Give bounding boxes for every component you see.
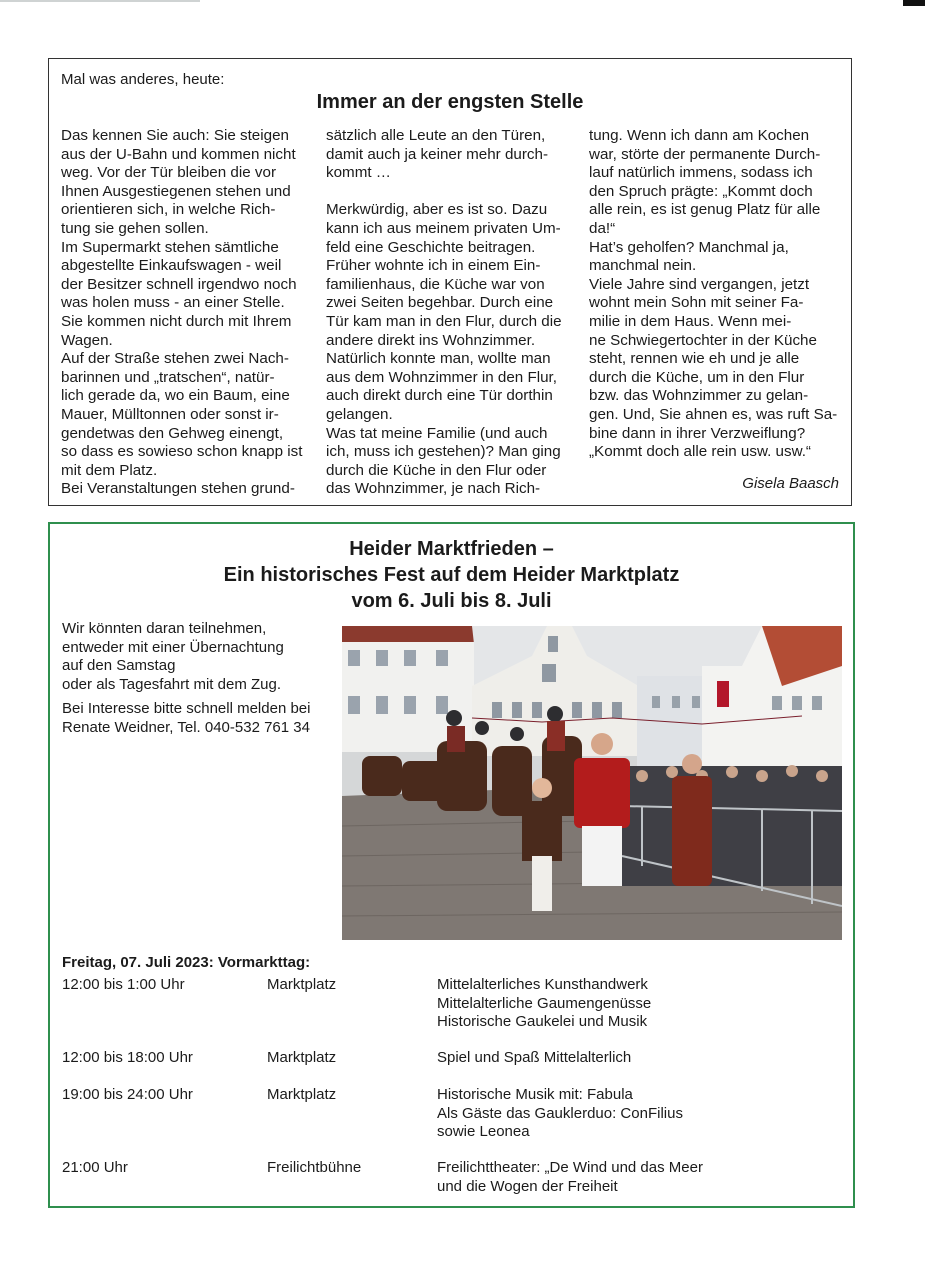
schedule-row — [62, 1086, 842, 1142]
event-title-line-1: Heider Marktfrieden – — [349, 538, 554, 560]
schedule-description: Spiel und Spaß Mittelalterlich — [437, 1049, 632, 1066]
schedule-place: Marktplatz — [267, 1049, 337, 1066]
schedule-time: 21:00 Uhr — [62, 1159, 128, 1176]
schedule-description: Freilichttheater: „De Wind und das Meer und die Wogen der Freiheit — [437, 1159, 703, 1195]
article-column-3: tung. Wenn ich dann am Kochen war, störte der permanente Durch- lauf natürlich immens, sodass ich den Spruch prägte: „Kommt doch alle rein, es ist genug Platz für alle da!“ Hat’s geholfen? Manchmal ja, manchmal nein. Viele Jahre sind vergangen, jetzt wohnt mein Sohn mit seiner Fa- milie in dem Haus. Wenn mei- ne Schwiegertochter in der Küche steht, rennen wie eh und je alle durch die Küche, um in den Flur bzw. das Wohnzimmer zu gelan- gen. Und, Sie ahnen es, was ruft Sa- bine dann in ihrer Verzweiflung? „Kommt doch alle rein usw. usw.“ — [589, 127, 838, 461]
event-title-line-2: Ein historisches Fest auf dem Heider Marktplatz — [223, 564, 680, 586]
article-kicker: Mal was anderes, heute: — [61, 71, 225, 88]
event-title — [50, 536, 853, 614]
schedule-description: Historische Musik mit: Fabula Als Gäste das Gauklerduo: ConFilius sowie Leonea — [437, 1086, 683, 1141]
article-title: Immer an der engsten Stelle — [316, 91, 584, 113]
schedule-place: Marktplatz — [267, 976, 337, 993]
article-box — [48, 58, 852, 506]
schedule-place: Freilichtbühne — [267, 1159, 362, 1176]
event-intro-paragraph: Wir könnten daran teilnehmen, entweder mit einer Übernachtung auf den Samstag oder als Tagesfahrt mit dem Zug. — [62, 620, 284, 693]
schedule-time: 19:00 bis 24:00 Uhr — [62, 1086, 193, 1103]
festival-parade-photo — [342, 626, 842, 940]
schedule-time: 12:00 bis 18:00 Uhr — [62, 1049, 193, 1066]
event-title-line-3: vom 6. Juli bis 8. Juli — [351, 590, 552, 612]
schedule-day-heading: Freitag, 07. Juli 2023: Vormarkttag: — [62, 954, 311, 971]
page-edge-line — [0, 0, 200, 2]
article-column-1: Das kennen Sie auch: Sie steigen aus der U-Bahn und kommen nicht weg. Vor der Tür bleiben die vor Ihnen Ausgestiegenen stehen und orientieren sich, in welche Rich- tung sie gehen sollen. Im Supermarkt stehen sämtliche abgestellte Einkaufswagen - weil der Besitzer schnell irgendwo noch was holen muss - an einer Stelle. Sie kommen nicht durch mit Ihrem Wagen. Auf der Straße stehen zwei Nach- barinnen und „tratschen“, natür- lich gerade da, wo ein Baum, eine Mauer, Mülltonnen oder sonst ir- gendetwas den Gehweg einengt, so dass es sowieso schon knapp ist mit dem Platz. Bei Veranstaltungen stehen grund- — [61, 127, 303, 498]
event-intro — [62, 620, 342, 744]
schedule-place: Marktplatz — [267, 1086, 337, 1103]
article-column-2: sätzlich alle Leute an den Türen, damit auch ja keiner mehr durch- kommt … Merkwürdig, aber es ist so. Dazu kann ich aus meinem privaten Um- feld eine Geschichte beitragen. Früher wohnte ich in einem Ein- familienhaus, die Küche war von zwei Seiten begehbar. Durch eine Tür kam man in den Flur, durch die andere direkt ins Wohnzimmer. Natürlich konnte man, wollte man aus dem Wohnzimmer in den Flur, auch direkt durch eine Tür dorthin gelangen. Was tat meine Familie (und auch ich, muss ich gestehen)? Man ging durch die Küche in den Flur oder das Wohnzimmer, je nach Rich- — [326, 127, 562, 498]
schedule-row — [62, 976, 842, 1032]
schedule-row — [62, 1049, 842, 1068]
event-box — [48, 522, 855, 1208]
schedule-time: 12:00 bis 1:00 Uhr — [62, 976, 185, 993]
event-contact-paragraph: Bei Interesse bitte schnell melden bei Renate Weidner, Tel. 040-532 761 34 — [62, 700, 311, 736]
schedule-description: Mittelalterliches Kunsthandwerk Mittelalterliche Gaumengenüsse Historische Gaukelei und Musik — [437, 976, 652, 1031]
article-author: Gisela Baasch — [742, 475, 839, 492]
schedule-row — [62, 1159, 842, 1197]
corner-mark — [903, 0, 925, 6]
